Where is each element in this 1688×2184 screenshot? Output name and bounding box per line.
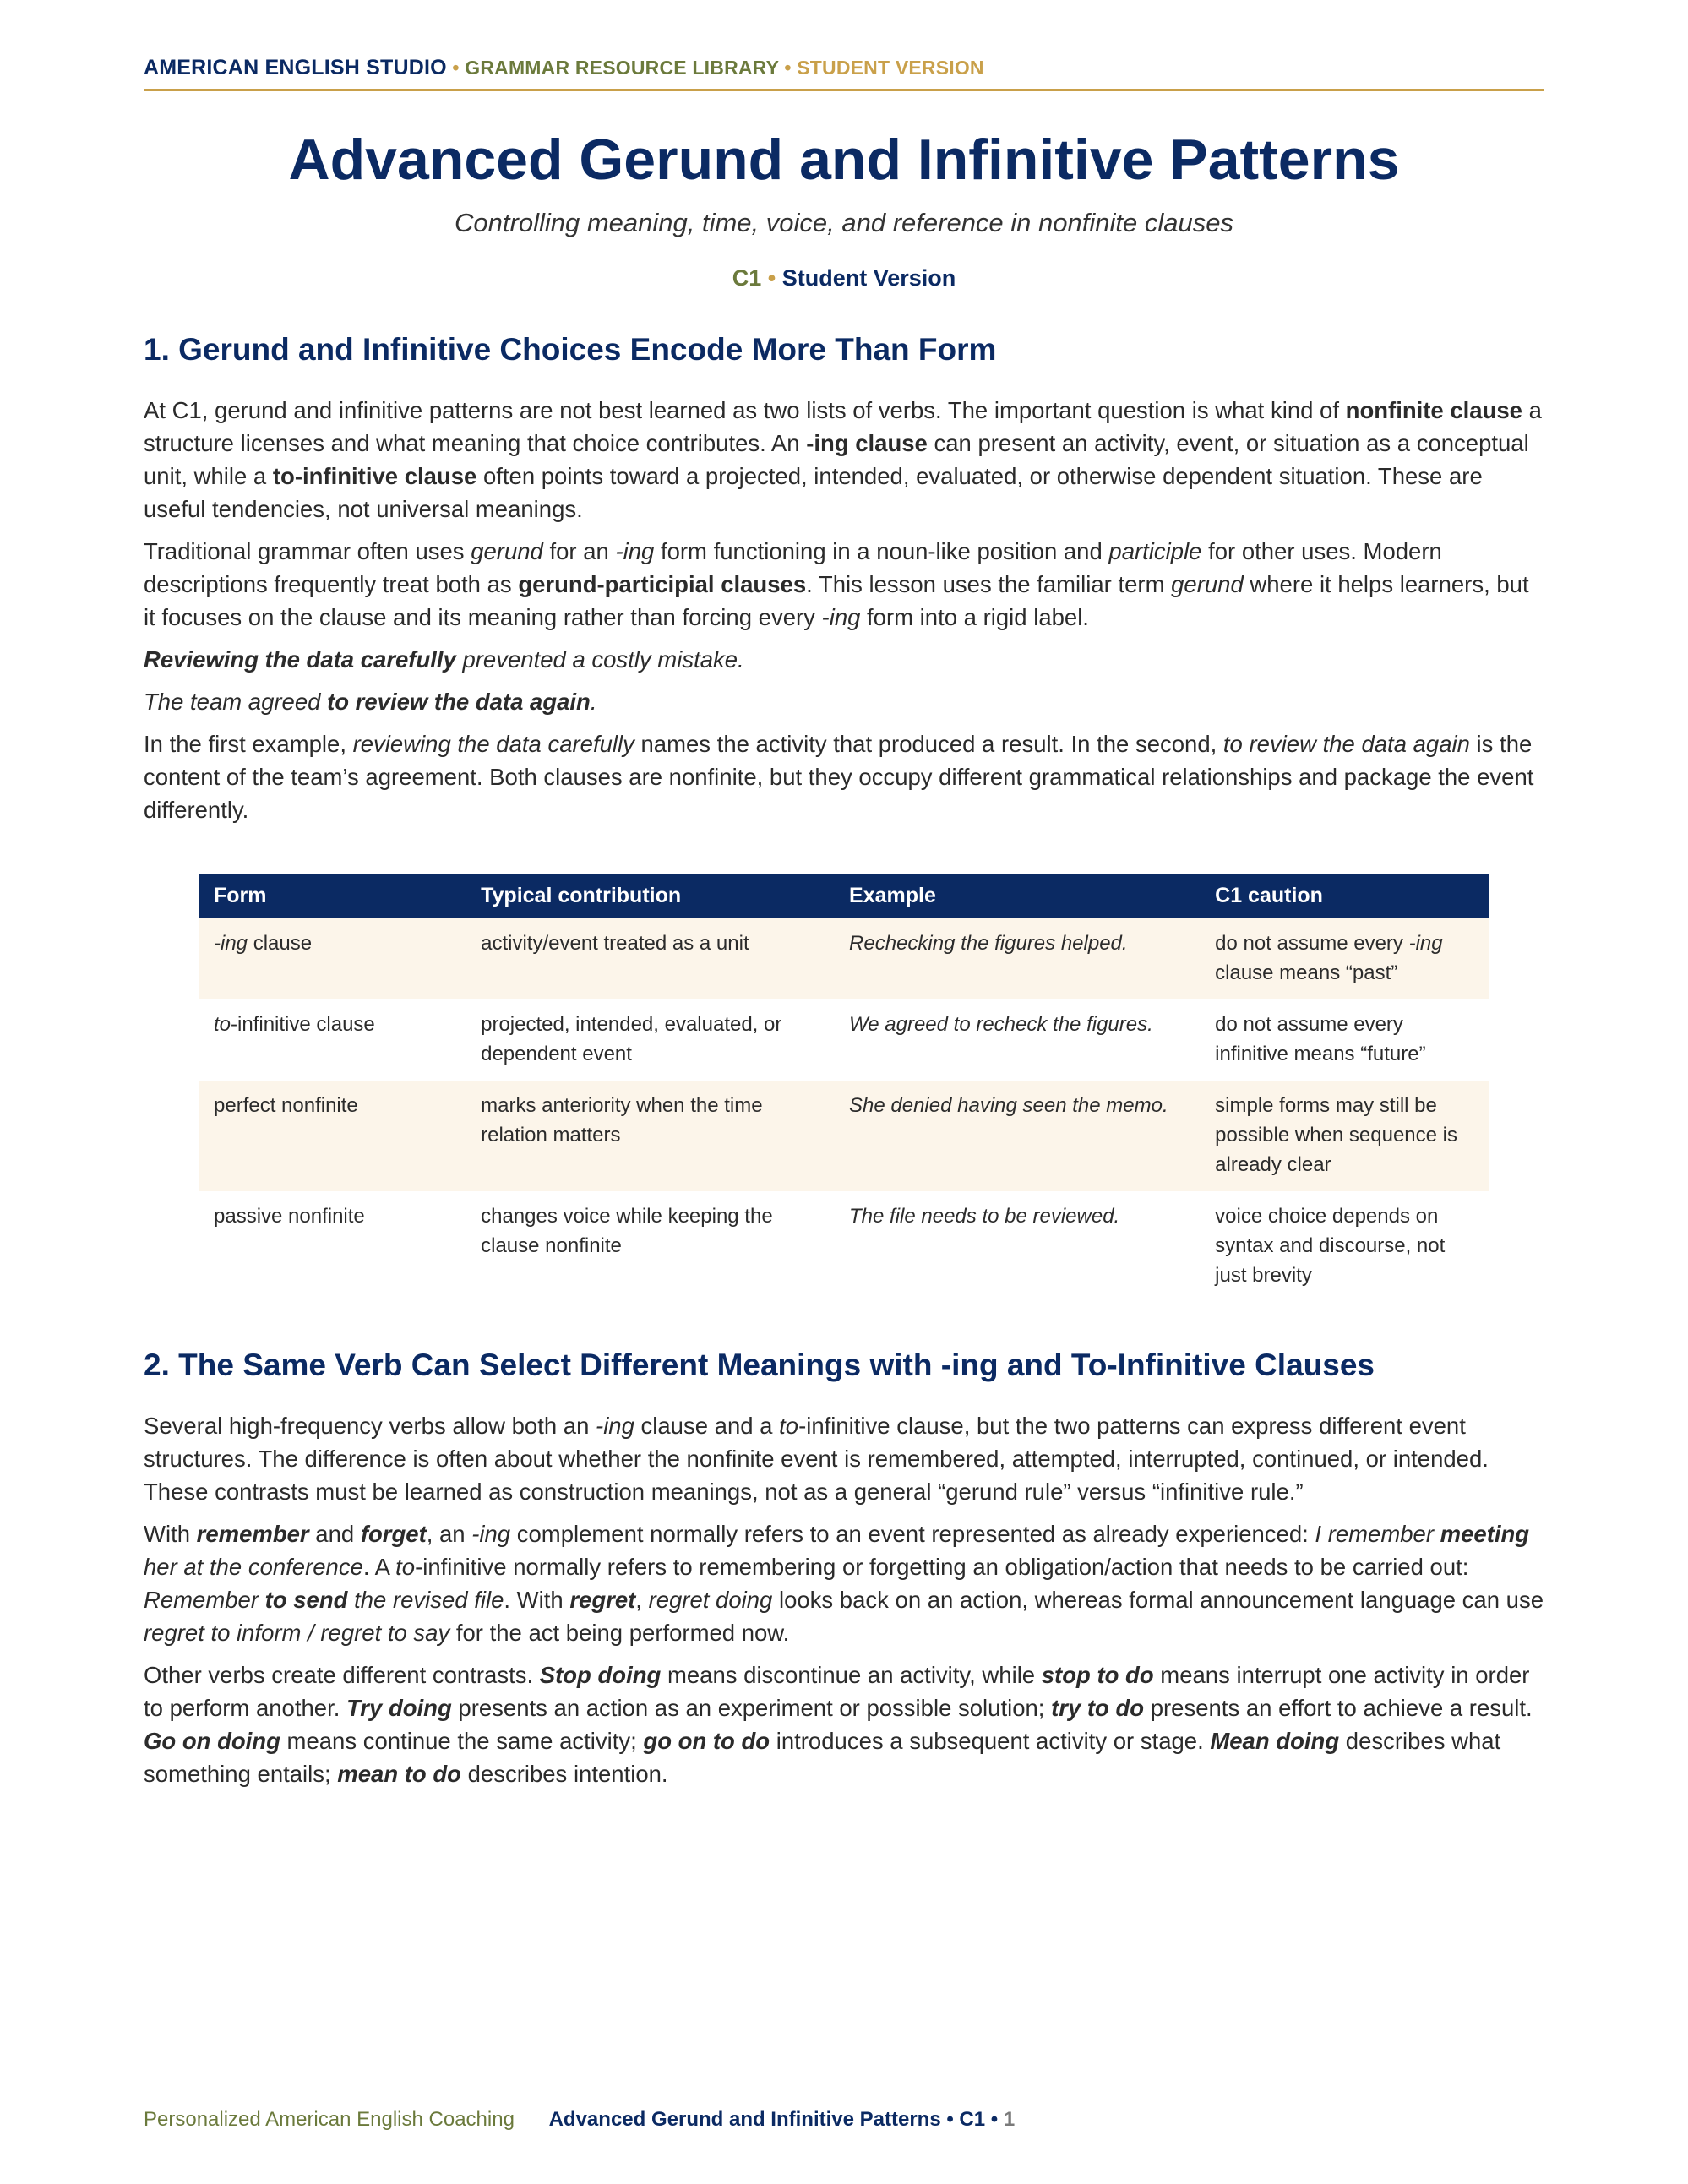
table-cell-example: Rechecking the figures helped.	[834, 918, 1200, 999]
section-2-heading: 2. The Same Verb Can Select Different Meanings with -ing and To-Infinitive Clauses	[144, 1348, 1375, 1382]
table-cell-form: to-infinitive clause	[214, 1013, 375, 1036]
level-version: Student Version	[781, 265, 956, 291]
table-cell-form: perfect nonfinite	[199, 1081, 466, 1191]
table-row	[199, 1081, 1489, 1191]
table-cell-caution: do not assume every infinitive means “future”	[1215, 1013, 1426, 1065]
section-2-paragraph-3: Other verbs create different contrasts. Stop doing means discontinue an activity, while stop to do means interrupt one activity in order to perform another. Try doing presents an action as an experiment or possible solution; try to do presents an effort to achieve a result. Go on doing means continue the same activity; go on to do introduces a subsequent activity or stage. Mean doing describes what something entails; mean to do describes intention.	[144, 1662, 1533, 1788]
level-line	[144, 265, 1544, 291]
section-1-paragraph-2: Traditional grammar often uses gerund for an -ing form functioning in a noun-like position and participle for other uses. Modern descriptions frequently treat both as gerund-participial clauses. This lesson uses the familiar term gerund where it helps learners, but it focuses on the clause and its meaning rather than forcing every -ing form into a rigid label.	[144, 538, 1529, 631]
document-title: Advanced Gerund and Infinitive Patterns	[288, 128, 1400, 192]
table-cell-example: The file needs to be reviewed.	[849, 1205, 1120, 1228]
comparison-table	[199, 874, 1489, 1302]
table-cell-example: We agreed to recheck the figures.	[849, 1013, 1153, 1036]
example-sentence-2: The team agreed to review the data again.	[144, 689, 597, 716]
footer-title: Advanced Gerund and Infinitive Patterns • C1 •	[548, 2108, 999, 2131]
table-cell-caution: simple forms may still be possible when sequence is already clear	[1200, 1081, 1489, 1191]
header-brand: AMERICAN ENGLISH STUDIO	[144, 56, 447, 79]
page-number: 1	[1003, 2108, 1016, 2131]
running-footer	[144, 2094, 1544, 2132]
header-library: GRAMMAR RESOURCE LIBRARY	[465, 57, 779, 79]
running-header	[144, 56, 1544, 91]
header-separator: •	[452, 57, 460, 79]
table-row	[199, 999, 1489, 1081]
table-cell-contribution: changes voice while keeping the clause nonfinite	[481, 1205, 773, 1257]
section-2-paragraph-2: With remember and forget, an -ing complement normally refers to an event represented as already experienced: I remember meeting her at the conference. A to-infinitive normally refers to remembering or forgetting an obligation/action that needs to be carried out: Remember to send the revised file. With regret, regret doing looks back on an action, whereas formal announcement language can use regret to inform / regret to say for the act being performed now.	[144, 1521, 1544, 1647]
table-cell-form: passive nonfinite	[214, 1205, 365, 1228]
table-cell-caution: voice choice depends on syntax and discourse, not just brevity	[1215, 1205, 1446, 1287]
title-block	[144, 127, 1544, 291]
section-2-paragraph-1: Several high-frequency verbs allow both an -ing clause and a to-infinitive clause, but the two patterns can express different event structures. The difference is often about whether the nonfinite event is remembered, attempted, interrupted, continued, or intended. These contrasts must be learned as construction meanings, not as a general “gerund rule” versus “infinitive rule.”	[144, 1413, 1489, 1506]
table-header-cell: Example	[834, 874, 1200, 918]
table-cell-contribution: marks anteriority when the time relation matters	[466, 1081, 834, 1191]
header-separator: •	[784, 57, 792, 79]
table-cell-caution: do not assume every -ing clause means “past”	[1200, 918, 1489, 999]
table-row	[199, 918, 1489, 999]
table-header-cell: Typical contribution	[466, 874, 834, 918]
table-header-cell: Form	[199, 874, 466, 918]
section-1-paragraph-1: At C1, gerund and infinitive patterns are not best learned as two lists of verbs. The important question is what kind of nonfinite clause a structure licenses and what meaning that choice contributes. An -ing clause can present an activity, event, or situation as a conceptual unit, while a to-infinitive clause often points toward a projected, intended, evaluated, or otherwise dependent situation. These are useful tendencies, not universal meanings.	[144, 397, 1542, 523]
table-cell-contribution: activity/event treated as a unit	[466, 918, 834, 999]
section-1-paragraph-3: In the first example, reviewing the data carefully names the activity that produced a result. In the second, to review the data again is the content of the team’s agreement. Both clauses are nonfinite, but they occupy different grammatical relationships and package the event differently.	[144, 731, 1534, 824]
document-subtitle: Controlling meaning, time, voice, and reference in nonfinite clauses	[455, 208, 1233, 238]
table-cell-contribution: projected, intended, evaluated, or dependent event	[481, 1013, 782, 1065]
footer-left: Personalized American English Coaching	[144, 2108, 515, 2131]
section-2	[144, 1347, 1544, 1800]
table-header-row	[199, 874, 1489, 918]
section-1	[144, 331, 1544, 836]
table-cell-example: She denied having seen the memo.	[834, 1081, 1200, 1191]
section-1-heading: 1. Gerund and Infinitive Choices Encode More Than Form	[144, 332, 997, 367]
table-cell-form: -ing clause	[199, 918, 466, 999]
example-sentence-1: Reviewing the data carefully prevented a costly mistake.	[144, 646, 744, 673]
table-header-cell: C1 caution	[1200, 874, 1489, 918]
table-row	[199, 1191, 1489, 1302]
level-code: C1	[732, 265, 762, 291]
header-version: STUDENT VERSION	[797, 57, 984, 79]
level-separator: •	[767, 265, 776, 291]
